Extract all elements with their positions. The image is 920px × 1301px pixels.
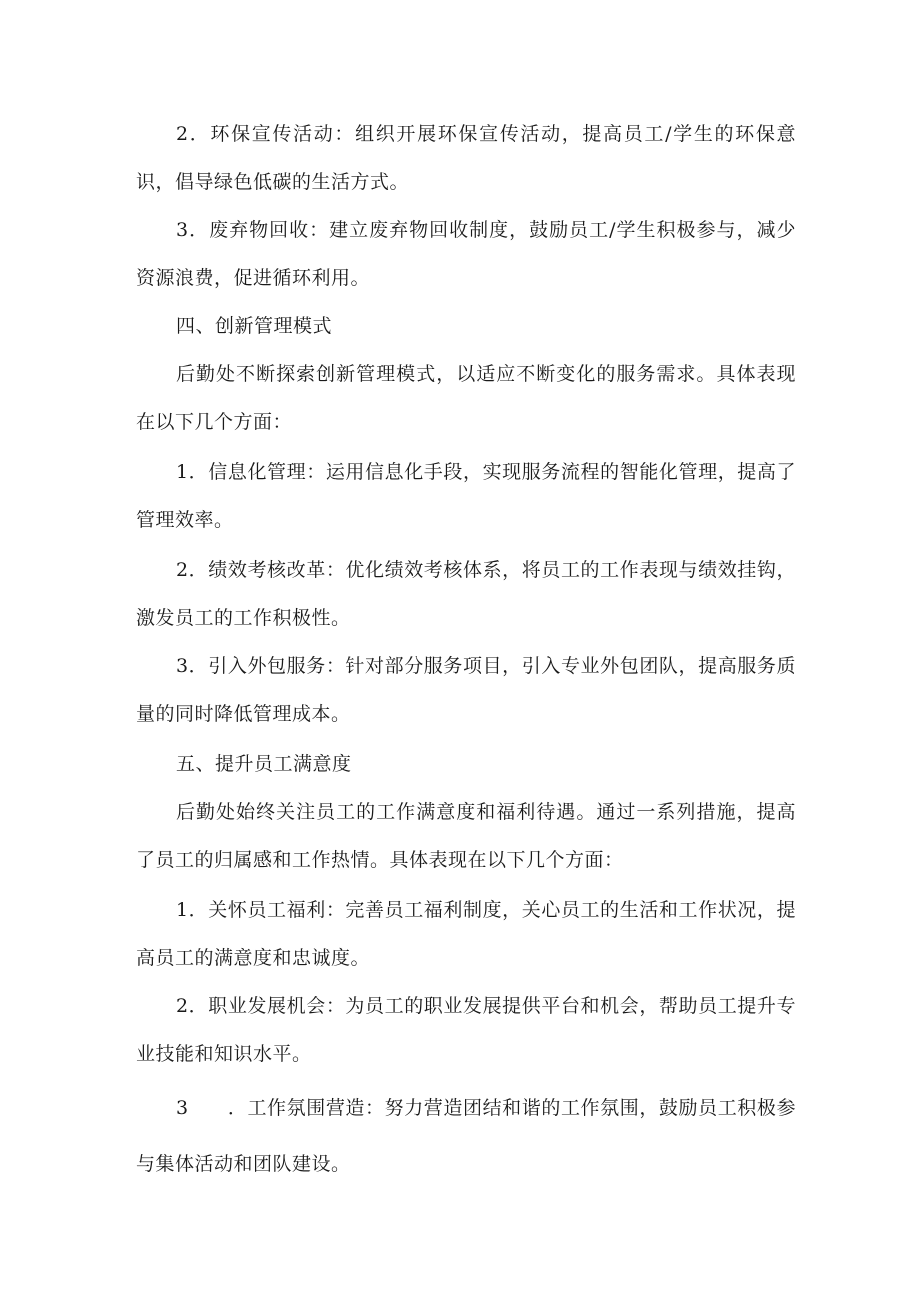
paragraph-performance-reform: 2．绩效考核改革：优化绩效考核体系，将员工的工作表现与绩效挂钩，激发员工的工作积极性。	[136, 559, 796, 629]
section-heading-innovation: 四、创新管理模式	[176, 315, 333, 337]
paragraph-work-atmosphere: 3 ．工作氛围营造：努力营造团结和谐的工作氛围，鼓励员工积极参与集体活动和团队建设。	[136, 1097, 796, 1175]
paragraph-it-management: 1．信息化管理：运用信息化手段，实现服务流程的智能化管理，提高了管理效率。	[136, 461, 796, 531]
paragraph-waste-recycling: 3．废弃物回收：建立废弃物回收制度，鼓励员工/学生积极参与，减少资源浪费，促进循环利用。	[136, 219, 796, 289]
section-heading-satisfaction: 五、提升员工满意度	[176, 753, 352, 775]
paragraph-env-promotion: 2．环保宣传活动：组织开展环保宣传活动，提高员工/学生的环保意识，倡导绿色低碳的生活方式。	[136, 123, 796, 193]
paragraph-innovation-intro: 后勤处不断探索创新管理模式，以适应不断变化的服务需求。具体表现在以下几个方面：	[136, 363, 796, 433]
paragraph-employee-welfare: 1．关怀员工福利：完善员工福利制度，关心员工的生活和工作状况，提高员工的满意度和忠诚度。	[136, 899, 796, 969]
paragraph-satisfaction-intro: 后勤处始终关注员工的工作满意度和福利待遇。通过一系列措施，提高了员工的归属感和工作热情。具体表现在以下几个方面：	[136, 801, 796, 871]
paragraph-career-development: 2．职业发展机会：为员工的职业发展提供平台和机会，帮助员工提升专业技能和知识水平。	[136, 995, 796, 1065]
paragraph-outsourcing: 3．引入外包服务：针对部分服务项目，引入专业外包团队，提高服务质量的同时降低管理成本。	[136, 655, 796, 725]
